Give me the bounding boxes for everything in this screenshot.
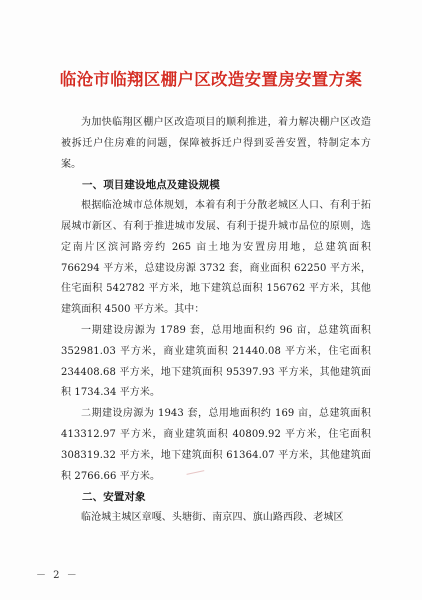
section-2-paragraph-1: 临沧城主城区章嘎、头塘街、南京四、旗山路西段、老城区 <box>81 512 344 524</box>
section-2-heading: 二、安置对象 <box>82 491 146 504</box>
section-1-heading: 一、项目建设地点及建设规模 <box>82 179 220 192</box>
section-1-paragraph-3: 二期建设房源为 1943 套，总用地面积约 169 亩，总建筑面积 413312.97 平方米，商业建筑面积 40809.92 平方米，住宅面积 308319.32 平方米，地下建筑面积 61364.07 平方米，其他建筑面积 2766.66 平方米。 <box>61 408 371 482</box>
section-1-paragraph-1: 根据临沧城市总体规划，本着有利于分散老城区人口、有利于拓展城市新区、有利于推进城市发展、有利于提升城市品位的原则，选定南片区滨河路旁约 265 亩土地为安置房用地，总建筑面积 766294 平方米，总建设房源 3732 套，商业面积 62250 平方米，住宅面积 542782 平方米，地下建筑总面积 156762 平方米，其他建筑面积 4500 平方米。其中： <box>61 200 371 316</box>
document-title: 临沧市临翔区棚户区改造安置房安置方案 <box>59 70 363 89</box>
page-number: － 2 － <box>36 570 79 581</box>
document-body <box>61 113 371 529</box>
section-1-paragraph-2: 一期建设房源为 1789 套，总用地面积约 96 亩，总建筑面积 352981.03 平方米，商业建筑面积 21440.08 平方米，住宅面积 234408.68 平方米，地下建筑面积 95397.93 平方米，其他建筑面积 1734.34 平方米。 <box>61 324 371 399</box>
intro-paragraph: 为加快临翔区棚户区改造项目的顺利推进，着力解决棚户区改造被拆迁户住房难的问题，保障被拆迁户得到妥善安置，特制定本方案。 <box>61 117 371 170</box>
